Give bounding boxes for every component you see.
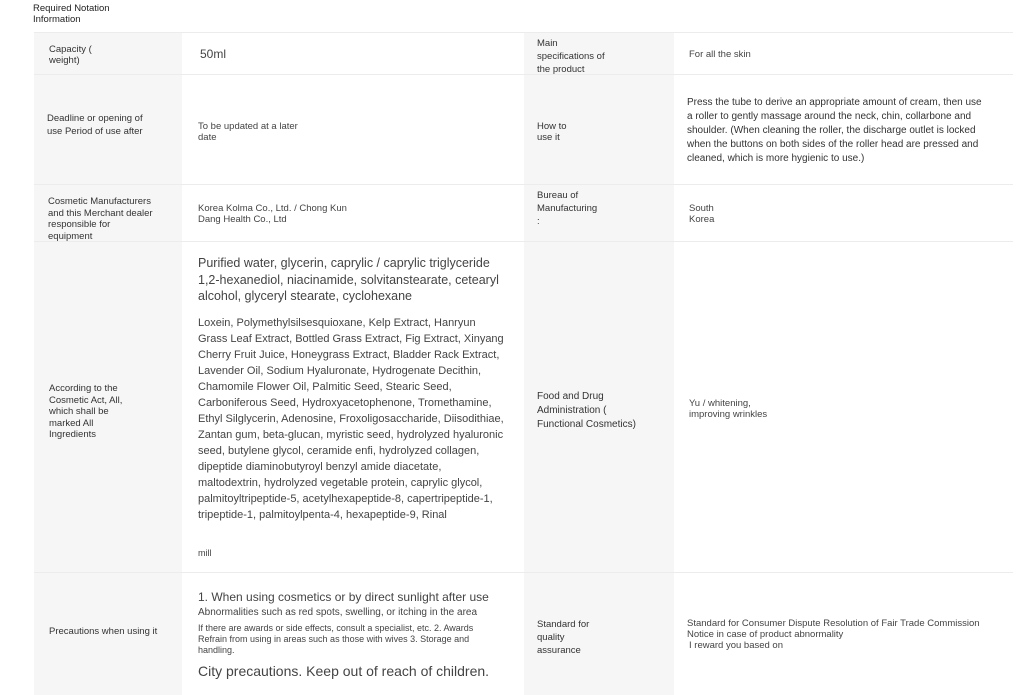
- row-label: Main specifications of the product: [537, 38, 605, 75]
- table-row: [34, 32, 1013, 75]
- row-label-cell: [524, 242, 674, 573]
- row-value: I reward you based on: [689, 640, 784, 651]
- precaution-line: If there are awards or side effects, consult a specialist, etc. 2. Awards Refrain from using in areas such as those with wives 3. Storage and handling.: [198, 623, 474, 655]
- section-heading: Required Notation Information: [33, 3, 110, 25]
- row-label: Standard for quality assurance: [537, 619, 590, 656]
- table-row: [34, 572, 1013, 695]
- row-value-cell: [674, 242, 1013, 573]
- row-label-cell: [34, 33, 182, 75]
- row-value: To be updated at a later date: [198, 121, 298, 143]
- row-value: Press the tube to derive an appropriate amount of cream, then use a roller to gently massage around the neck, chin, collarbone and shoulder. (When cleaning the roller, the discharge outlet is locked when the buttons on both sides of the roller head are pressed and cleaned, which is more hygienic to use.): [687, 97, 982, 164]
- table-row: [34, 241, 1013, 573]
- row-label-cell: [524, 75, 674, 185]
- row-label-cell: [34, 75, 182, 185]
- row-label: Precautions when using it: [49, 626, 158, 637]
- row-label: Cosmetic Manufacturers and this Merchant dealer responsible for equipment: [48, 196, 153, 242]
- precaution-line: 1. When using cosmetics or by direct sunlight after use: [198, 590, 489, 604]
- ingredients-note: mill: [198, 548, 212, 558]
- row-label-cell: [524, 33, 674, 75]
- row-value-cell: [674, 573, 1013, 695]
- row-value-cell: [182, 75, 524, 185]
- row-value: South Korea: [689, 203, 715, 225]
- row-value: For all the skin: [689, 49, 751, 60]
- table-row: [34, 74, 1013, 185]
- precaution-line: City precautions. Keep out of reach of children.: [198, 663, 490, 679]
- row-label: How to use it: [537, 121, 567, 143]
- row-label: Bureau of Manufacturing :: [537, 190, 598, 227]
- ingredients-main: Purified water, glycerin, caprylic / caprylic triglyceride 1,2-hexanediol, niacinamide, solvitanstearate, cetearyl alcohol, glyceryl stearate, cyclohexane: [198, 256, 499, 303]
- ingredients-list: Loxein, Polymethylsilsesquioxane, Kelp Extract, Hanryun Grass Leaf Extract, Bottled Grass Extract, Fig Extract, Xinyang Cherry Fruit Juice, Honeygrass Extract, Bladder Rack Extract, Lavender Oil, Sodium Hyaluronate, Hydrogenate Decithin, Chamomile Flower Oil, Palmitic Seed, Stearic Seed, Carboniferous Seed, Hydroxyacetophenone, Tromethamine, Ethyl Silglycerin, Adenosine, Froxoligosaccharide, Diisodithiae, Zantan gum, beta-glucan, myristic seed, hydrolyzed hyaluronic seed, butylene glycol, ceramide enfi, hydrolyzed collagen, dipeptide diaminobutyroyl benzyl amide diacetate, maltodextrin, hydrolyzed vegetable protein, caprylic glycol, palmitoyltripeptide-5, acetylhexapeptide-8, capertripeptide-1, tripeptide-1, palmitoylpenta-4, hexapeptide-9, Rinal: [198, 317, 504, 521]
- row-value: Korea Kolma Co., Ltd. / Chong Kun Dang Health Co., Ltd: [198, 203, 347, 225]
- row-value-cell: [674, 33, 1013, 75]
- row-label: Food and Drug Administration ( Functional Cosmetics): [537, 391, 636, 430]
- row-value-cell: [182, 573, 524, 695]
- row-label-cell: [34, 242, 182, 573]
- row-value-cell: [674, 185, 1013, 242]
- row-label-cell: [34, 573, 182, 695]
- row-value: Standard for Consumer Dispute Resolution of Fair Trade Commission Notice in case of product abnormality: [687, 618, 980, 640]
- table-row: [34, 184, 1013, 242]
- row-value-cell: [182, 242, 524, 573]
- row-value-cell: [674, 75, 1013, 185]
- row-label: Deadline or opening of use Period of use after: [47, 113, 143, 137]
- row-value: 50ml: [200, 47, 227, 61]
- row-label-cell: [524, 185, 674, 242]
- row-value-cell: [182, 33, 524, 75]
- row-value: Yu / whitening, improving wrinkles: [689, 398, 768, 420]
- row-label: According to the Cosmetic Act, All, which shall be marked All Ingredients: [49, 383, 123, 440]
- precaution-line: Abnormalities such as red spots, swelling, or itching in the area: [198, 607, 478, 618]
- row-label-cell: [524, 573, 674, 695]
- row-value-cell: [182, 185, 524, 242]
- row-label-cell: [34, 185, 182, 242]
- row-label: Capacity ( weight): [49, 44, 92, 66]
